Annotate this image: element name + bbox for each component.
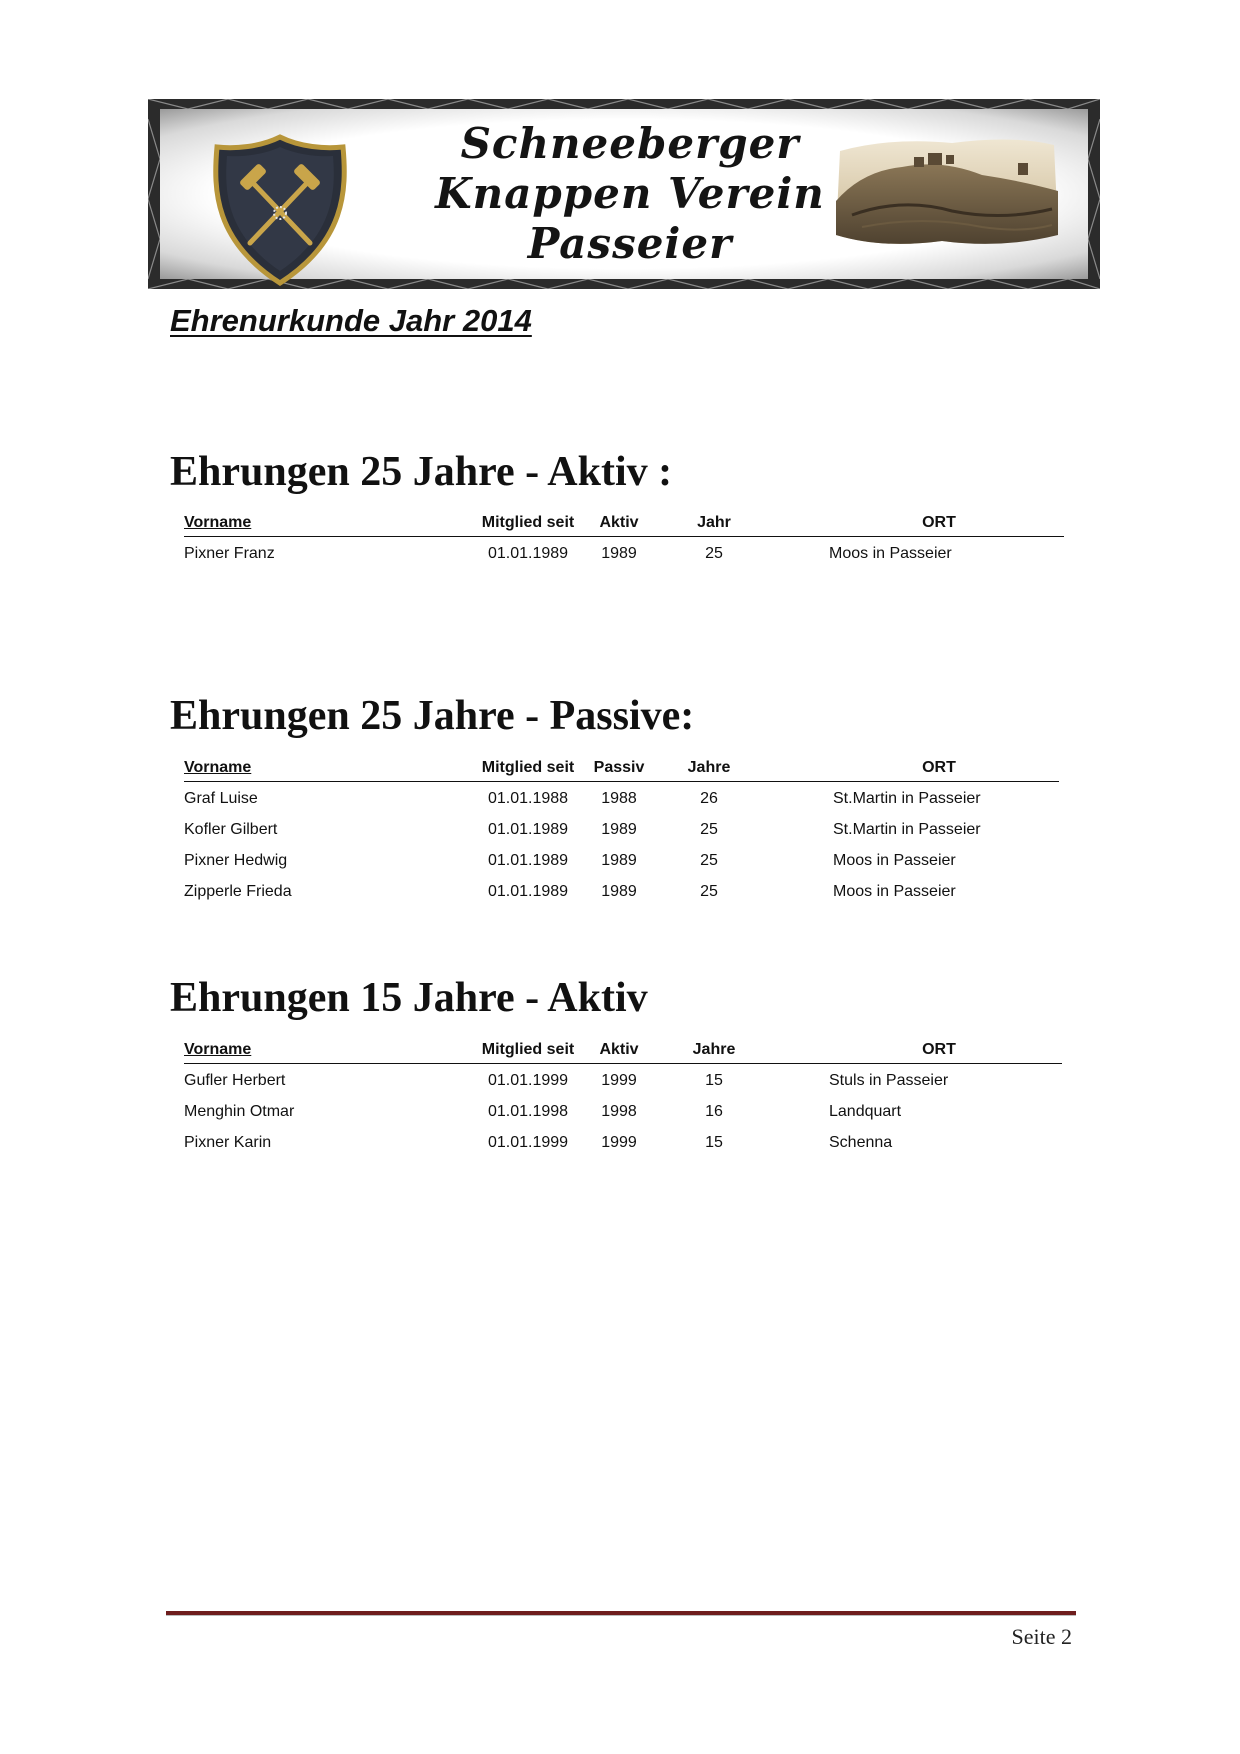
header-banner: [148, 99, 1100, 289]
club-name-line-3: Passeier: [527, 219, 733, 268]
honors-table-25-aktiv: [184, 512, 1064, 568]
table-row: [184, 875, 1059, 906]
cell-years: 15: [705, 1072, 723, 1089]
club-name-line-2: Knappen Verein: [435, 169, 825, 218]
cell-status-year: 1999: [601, 1072, 637, 1089]
cell-years: 25: [700, 852, 718, 869]
club-name: [395, 119, 865, 269]
cell-member-since: 01.01.1989: [487, 821, 569, 838]
cell-name: Graf Luise: [184, 790, 258, 807]
cell-name: Gufler Herbert: [184, 1072, 286, 1089]
honors-table-25-passive: [184, 757, 1059, 906]
cell-years: 25: [705, 545, 723, 562]
cell-place: Schenna: [829, 1134, 893, 1151]
cell-member-since: 01.01.1989: [487, 545, 569, 562]
table-row: [184, 813, 1059, 844]
col-header-years: Jahre: [687, 759, 731, 776]
cell-member-since: 01.01.1998: [487, 1103, 569, 1120]
cell-status-year: 1998: [601, 1103, 637, 1120]
cell-status-year: 1989: [601, 545, 637, 562]
banner-inner: [160, 109, 1088, 279]
miners-shield-emblem: [205, 131, 355, 289]
cell-member-since: 01.01.1999: [487, 1072, 569, 1089]
cell-years: 16: [705, 1103, 723, 1120]
cell-name: Menghin Otmar: [184, 1103, 295, 1120]
cell-name: Pixner Karin: [184, 1134, 272, 1151]
table-row: [184, 1064, 1062, 1095]
col-header-place: ORT: [922, 514, 956, 531]
table-row: [184, 537, 1064, 568]
cell-place: Moos in Passeier: [833, 852, 956, 869]
col-header-place: ORT: [922, 759, 956, 776]
table-header: [184, 757, 1059, 782]
col-header-member-since: Mitglied seit: [481, 1041, 575, 1058]
table-row: [184, 844, 1059, 875]
cell-status-year: 1999: [601, 1134, 637, 1151]
col-header-name: Vorname: [184, 759, 252, 776]
col-header-member-since: Mitglied seit: [481, 759, 575, 776]
col-header-status-year: Aktiv: [599, 514, 639, 531]
cell-member-since: 01.01.1988: [487, 790, 569, 807]
page-number: Seite 2: [1011, 1624, 1072, 1649]
cell-years: 25: [700, 883, 718, 900]
cell-member-since: 01.01.1989: [487, 852, 569, 869]
cell-years: 26: [700, 790, 718, 807]
col-header-years: Jahr: [697, 514, 731, 531]
honors-table-15-aktiv: [184, 1039, 1062, 1157]
col-header-place: ORT: [922, 1041, 956, 1058]
col-header-name: Vorname: [184, 1041, 252, 1058]
cell-place: Moos in Passeier: [829, 545, 952, 562]
cell-years: 25: [700, 821, 718, 838]
col-header-member-since: Mitglied seit: [481, 514, 575, 531]
section-title-15-aktiv: Ehrungen 15 Jahre - Aktiv: [170, 975, 648, 1021]
cell-member-since: 01.01.1989: [487, 883, 569, 900]
footer-rule: [166, 1611, 1076, 1616]
cell-name: Pixner Hedwig: [184, 852, 288, 869]
cell-status-year: 1989: [601, 883, 637, 900]
col-header-status-year: Aktiv: [599, 1041, 639, 1058]
table-row: [184, 1095, 1062, 1126]
section-title-25-aktiv: Ehrungen 25 Jahre - Aktiv :: [170, 449, 673, 495]
cell-place: Stuls in Passeier: [829, 1072, 949, 1089]
table-row: [184, 782, 1059, 813]
document-title: Ehrenurkunde Jahr 2014: [170, 303, 532, 338]
table-header: [184, 1039, 1062, 1064]
cell-name: Kofler Gilbert: [184, 821, 278, 838]
cell-status-year: 1989: [601, 852, 637, 869]
cell-name: Zipperle Frieda: [184, 883, 292, 900]
club-name-line-1: Schneeberger: [460, 119, 800, 168]
mining-landscape-photo: [832, 131, 1062, 251]
cell-years: 15: [705, 1134, 723, 1151]
cell-name: Pixner Franz: [184, 545, 275, 562]
table-header: [184, 512, 1064, 537]
col-header-name: Vorname: [184, 514, 252, 531]
cell-place: Moos in Passeier: [833, 883, 956, 900]
cell-place: Landquart: [829, 1103, 902, 1120]
col-header-years: Jahre: [692, 1041, 736, 1058]
cell-place: St.Martin in Passeier: [833, 821, 981, 838]
cell-member-since: 01.01.1999: [487, 1134, 569, 1151]
section-title-25-passive: Ehrungen 25 Jahre - Passive:: [170, 693, 695, 739]
table-row: [184, 1126, 1062, 1157]
col-header-status-year: Passiv: [593, 759, 645, 776]
cell-status-year: 1989: [601, 821, 637, 838]
cell-status-year: 1988: [601, 790, 637, 807]
cell-place: St.Martin in Passeier: [833, 790, 981, 807]
